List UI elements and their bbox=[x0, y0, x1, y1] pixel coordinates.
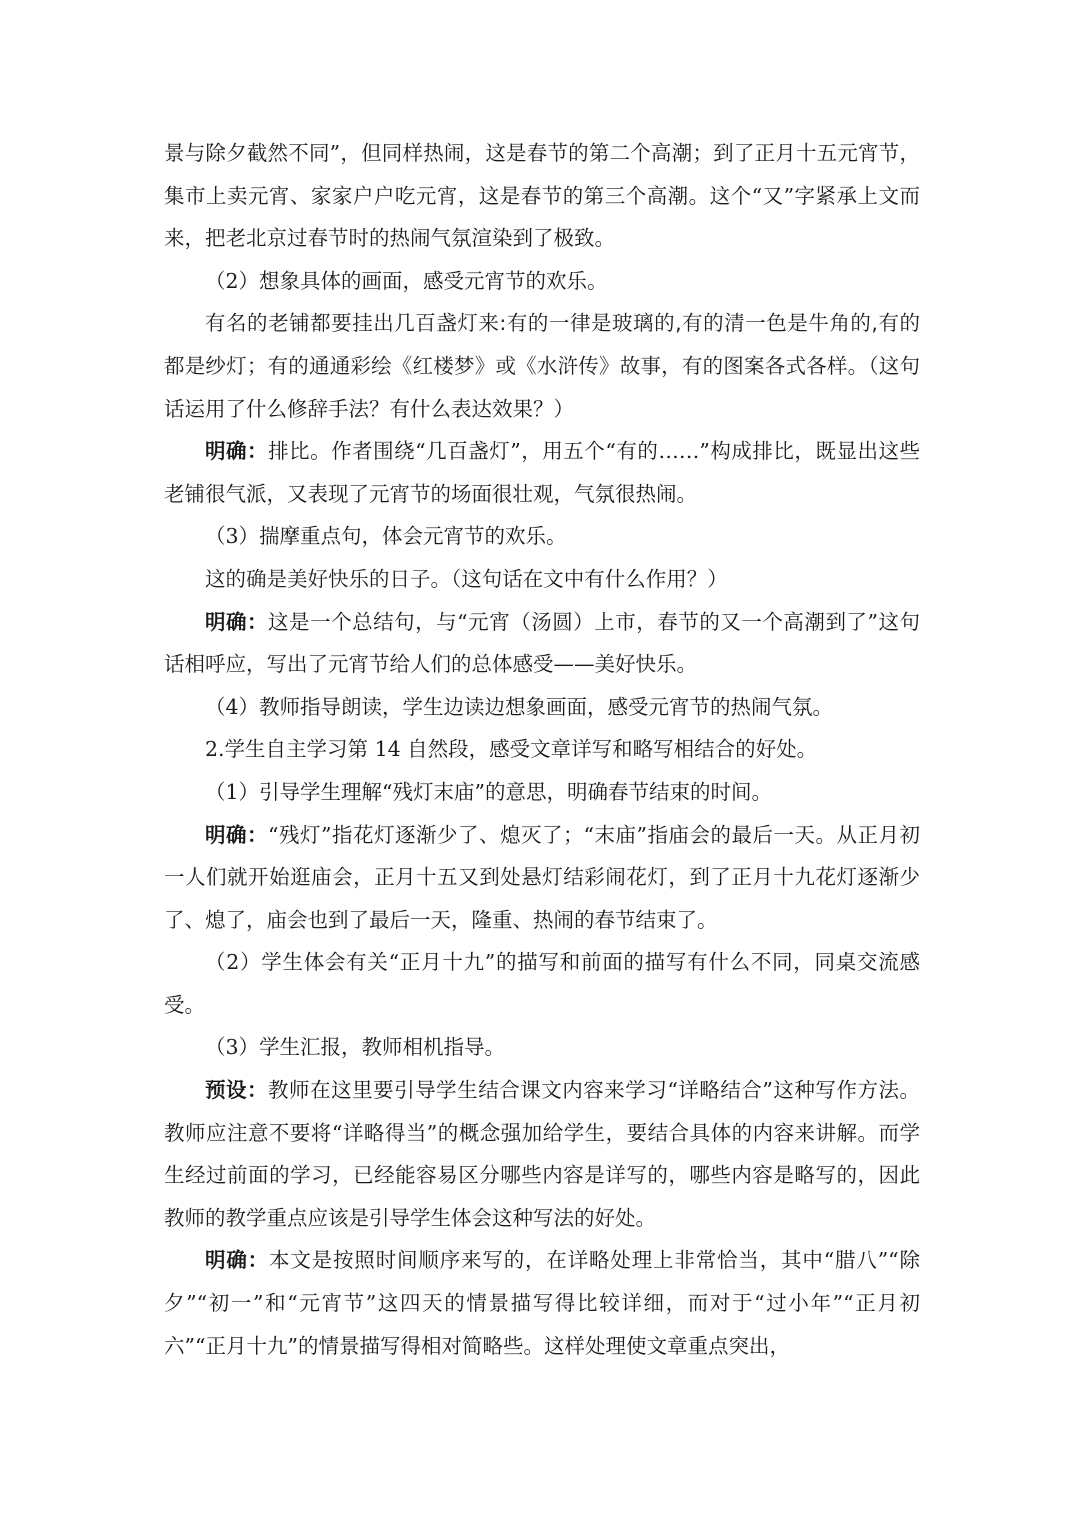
subheading-meaning: （1）引导学生理解“残灯末庙”的意思，明确春节结束的时间。 bbox=[205, 779, 773, 804]
section-self-study: 2.学生自主学习第 14 自然段，感受文章详写和略写相结合的好处。 bbox=[205, 737, 818, 762]
quoted-sentence: 这的确是美好快乐的日子。 bbox=[205, 566, 451, 591]
answer-summary: 明确：这是一个总结句，与“元宵（汤圆）上市，春节的又一个高潮到了”这句话相呼应，写出了元宵节给人们的总体感受——美好快乐。 bbox=[164, 609, 920, 677]
answer-label: 明确： bbox=[205, 1248, 270, 1273]
question-note: （这句话运用了什么修辞手法？有什么表达效果？） bbox=[164, 353, 921, 421]
subheading-imagine-scene: （2）想象具体的画面，感受元宵节的欢乐。 bbox=[205, 268, 608, 293]
answer-label: 明确： bbox=[205, 822, 269, 847]
document-body bbox=[164, 132, 920, 1367]
quote-happy-days bbox=[164, 558, 920, 601]
quote-lanterns bbox=[164, 302, 920, 430]
preset-note: 预设：教师在这里要引导学生结合课文内容来学习“详略结合”这种写作方法。教师应注意不要将“详略得当”的概念强加给学生，要结合具体的内容来讲解。而学生经过前面的学习，已经能容易区分哪些内容是详写的，哪些内容是略写的，因此教师的教学重点应该是引导学生体会这种写法的好处。 bbox=[164, 1078, 920, 1230]
subheading-report: （3）学生汇报，教师相机指导。 bbox=[205, 1035, 506, 1060]
answer-meaning: 明确：“残灯”指花灯逐渐少了、熄灭了；“末庙”指庙会的最后一天。从正月初一人们就开始逛庙会，正月十五又到处悬灯结彩闹花灯，到了正月十九花灯逐渐少了、熄了，庙会也到了最后一天，隆重、热闹的春节结束了。 bbox=[164, 822, 921, 932]
answer-parallelism: 明确：排比。作者围绕“几百盏灯”，用五个“有的……”构成排比，既显出这些老铺很气派，又表现了元宵节的场面很壮观，气氛很热闹。 bbox=[164, 439, 921, 506]
subheading-compare: （2）学生体会有关“正月十九”的描写和前面的描写有什么不同，同桌交流感受。 bbox=[164, 950, 920, 1017]
quoted-sentence: 有名的老铺都要挂出几百盏灯来:有的一律是玻璃的,有的清一色是牛角的,有的都是纱灯；有的通通彩绘《红楼梦》或《水浒传》故事，有的图案各式各样。 bbox=[164, 311, 920, 378]
answer-label: 明确： bbox=[205, 439, 269, 464]
subheading-reading-aloud: （4）教师指导朗读，学生边读边想象画面，感受元宵节的热闹气氛。 bbox=[205, 694, 834, 719]
answer-label: 明确： bbox=[205, 609, 269, 634]
subheading-key-sentence: （3）揣摩重点句，体会元宵节的欢乐。 bbox=[205, 524, 567, 549]
paragraph-continuation: 景与除夕截然不同”，但同样热闹，这是春节的第二个高潮；到了正月十五元宵节，集市上卖元宵、家家户户吃元宵，这是春节的第三个高潮。这个“又”字紧承上文而来，把老北京过春节时的热闹气氛渲染到了极致。 bbox=[164, 141, 920, 251]
answer-detail-structure: 明确：本文是按照时间顺序来写的，在详略处理上非常恰当，其中“腊八”“除夕”“初一”和“元宵节”这四天的情景描写得比较详细，而对于“过小年”“正月初六”“正月十九”的情景描写得相对简略些。这样处理使文章重点突出， bbox=[164, 1248, 920, 1358]
question-note: （这句话在文中有什么作用？） bbox=[451, 566, 728, 591]
preset-label: 预设： bbox=[205, 1078, 269, 1103]
